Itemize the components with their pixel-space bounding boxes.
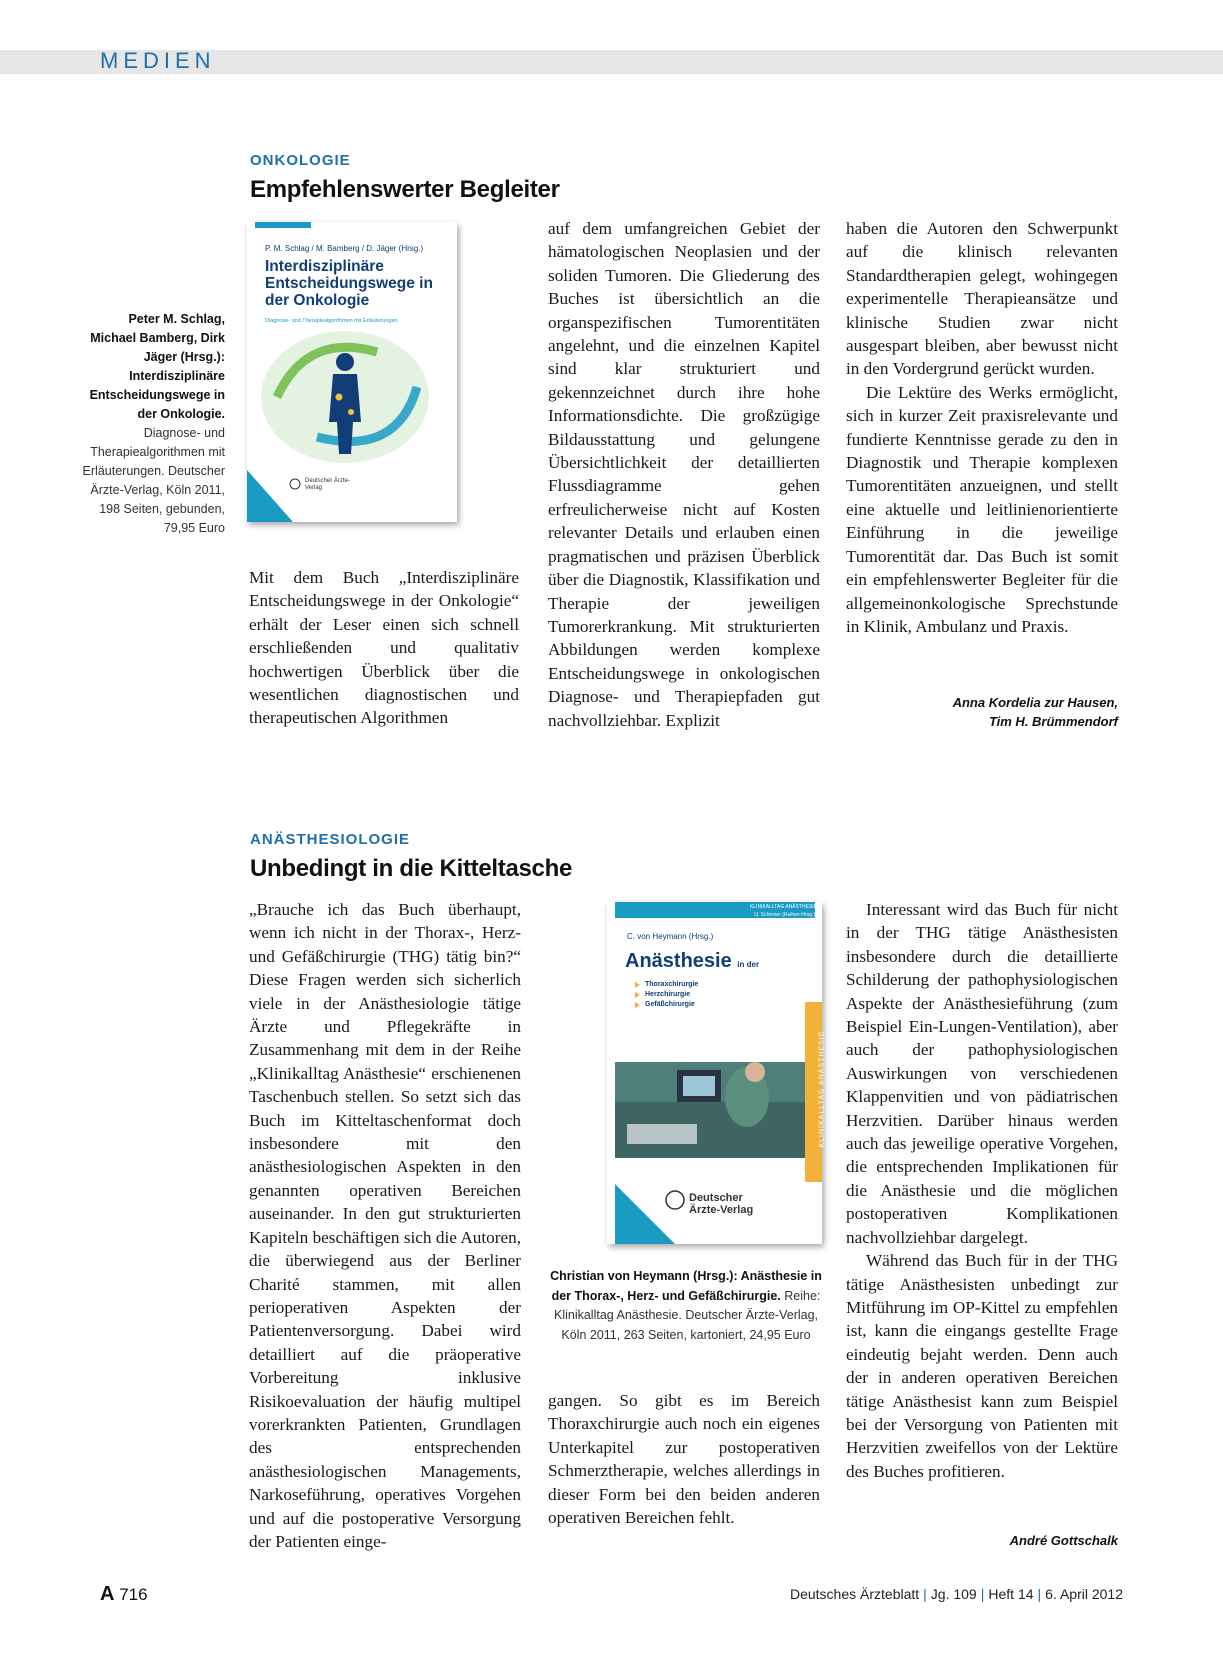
paragraph: Interessant wird das Buch für nicht in der THG tätige Anästhesisten insbesondere durch die detaillierte Schilderung der pathophysiologischen Aspekte der Anästhesieführung (zum Beispiel Ein-Lungen-Ventilation), aber auch der pathophysiologischen Auswirkungen von verschiedenen Klappenvitien und von pädiatrischen Herzvitien. Darüber hinaus werden auch das jeweilige operative Vorgehen, die entsprechenden Implikationen für die Anästhesie und die möglichen postoperativen Komplikationen nachvollziehbar dargelegt. [846, 900, 1118, 1247]
caption-normal: Reihe: Klinikalltag Anästhesie. Deutscher Ärzte-Verlag, Köln 2011, 263 Seiten, kartoniert, 24,95 Euro [553, 1288, 821, 1342]
cover-series: KLINIKALLTAG ANÄSTHESIE [749, 904, 817, 910]
author-line: Anna Kordelia zur Hausen, [952, 695, 1118, 710]
article1-title: Empfehlenswerter Begleiter [250, 176, 560, 203]
cover-title: Interdisziplinäre Entscheidungswege in der Onkologie [265, 258, 433, 309]
page-prefix: A [100, 1583, 115, 1605]
cover-list-item: Herzchirurgie [645, 991, 691, 998]
author-line: Tim H. Brümmendorf [988, 714, 1118, 729]
paragraph: auf dem umfangreichen Gebiet der hämatologischen Neoplasien und der soliden Tumoren. Die Gliederung des Buches ist übersichtlich an die organspezifischen Tumorentitäten angelehnt, und die einzelnen Kapitel sind klar strukturiert und gekennzeichnet durch ihre hohe Informationsdichte. Die großzügige Bildausstattung und gelungene Übersichtlichkeit der detaillierten Flussdiagramme gehen erfreulicherweise nicht auf Kosten relevanter Details und erlauben einen pragmatischen und präzisen Überblick über die Diagnostik, Klassifikation und Therapie der jeweiligen Tumorerkrankung. Mit strukturierten Abbildungen werden komplexe Entscheidungswege in onkologischen Diagnose- und Therapiepfaden gut nachvollziehbar. Explizit [548, 219, 820, 730]
article2-book-caption [550, 1267, 822, 1345]
cover-title-suffix: in der [737, 960, 760, 969]
page-number [100, 1583, 148, 1606]
paragraph: gangen. So gibt es im Bereich Thoraxchirurgie auch noch ein eigenes Unterkapitel zur postoperativen Schmerztherapie, welches allerdings in dieser Form bei den beiden anderen operativen Bereichen fehlt. [548, 1391, 820, 1528]
article1-kicker: ONKOLOGIE [250, 152, 351, 169]
article1-author [846, 693, 1118, 731]
article2-book-cover [607, 902, 826, 1244]
cover-editor: C. von Heymann (Hrsg.) [627, 932, 714, 941]
cover-list-item: Gefäßchirurgie [645, 1001, 695, 1008]
journal-volume: Jg. 109 [930, 1586, 977, 1602]
cover-authors: P. M. Schlag / M. Bamberg / D. Jäger (Hrsg.) [265, 244, 424, 253]
paragraph: haben die Autoren den Schwerpunkt auf die klinisch relevanten Standardtherapien gelegt, wohingegen experimentelle Therapieansätze und klinische Studien zwar nicht ausgespart bleiben, aber bewusst nicht in den Vordergrund gerückt wurden. [846, 219, 1118, 379]
paragraph: Während das Buch für in der THG tätige Anästhesisten unbedingt zur Mitführung im OP-Kittel zu empfehlen ist, kann die eingangs gestellte Frage eindeutig bejaht werden. Denn auch der in anderen operativen Bereichen tätige Anästhesist kann zum Beispiel bei der Versorgung von Patienten mit Herzvitien zweifellos von der Lektüre des Buches profitieren. [846, 1251, 1118, 1481]
caption-normal: Diagnose- und Therapiealgorithmen mit Erläuterungen. Deutscher Ärzte-Verlag, Köln 2011, 198 Seiten, gebunden, 79,95 Euro [82, 426, 225, 535]
article1-col1 [249, 566, 519, 730]
cover-title [625, 950, 805, 973]
article2-title: Unbedingt in die Kitteltasche [250, 855, 572, 882]
journal-issue: Heft 14 [988, 1586, 1034, 1602]
cover-spine-text: KLINIKALLTAG ANÄSTHESIE [818, 1030, 826, 1148]
journal-date: 6. April 2012 [1045, 1586, 1123, 1602]
article2-col3 [846, 898, 1118, 1483]
footer-journal-info: Deutsches Ärzteblatt | Jg. 109 | Heft 14 | 6. April 2012 [789, 1586, 1123, 1602]
page-number-value: 716 [119, 1585, 148, 1604]
cover-list-item: Thoraxchirurgie [645, 981, 699, 988]
article1-book-cover [247, 222, 457, 522]
article2-kicker: ANÄSTHESIOLOGIE [250, 831, 411, 848]
publisher-line: Deutscher [689, 1192, 743, 1204]
article1-col2 [548, 217, 820, 732]
article2-author: André Gottschalk [1009, 1533, 1118, 1548]
paragraph: „Brauche ich das Buch überhaupt, wenn ich nicht in der Thorax-, Herz- und Gefäßchirurgie (THG) tätig bin?“ Diese Fragen werden sich sicherlich viele in der Anästhesiologie tätige Ärzte und Pflegekräfte in Zusammenhang mit dem in der Reihe „Klinikalltag Anästhesie“ erschienenen Taschenbuch stellen. So setzt sich das Buch im Kitteltaschenformat doch insbesondere mit den anästhesiologischen Aspekten in den genannten operativen Bereichen auseinander. In den gut strukturierten Kapiteln beschäftigen sich die Autoren, die überwiegend aus der Berliner Charité stammen, mit allen perioperativen Aspekten der Patientenversorgung. Dabei wird detailliert auf die präoperative Vorbereitung inklusive Risikoevaluation der häufig multipel vorerkrankten Patienten, Grundlagen des entsprechenden anästhesiologischen Managements, Narkoseführung, operatives Vorgehen und auf die postoperative Versorgung der Patienten einge- [249, 900, 521, 1551]
cover-series-editor: U. Schirmer (Reihen-Hrsg.) [754, 912, 815, 918]
section-label: MEDIEN [100, 48, 216, 73]
journal-name: Deutsches Ärzteblatt [789, 1586, 920, 1602]
article2-col2 [548, 1389, 820, 1529]
cover-publisher: Deutscher Ärzte-Verlag [305, 478, 351, 491]
paragraph: Die Lektüre des Werks ermöglicht, sich in kurzer Zeit praxisrelevante und fundierte Kenntnisse gerade zu den in Diagnostik und Therapie komplexen Tumorentitäten anzueignen, und stellt eine aktuelle und leitlinienorientierte Einführung in die jeweilige Tumorentität dar. Das Buch ist somit ein empfehlenswerter Begleiter für die allgemeinonkologische Sprechstunde in Klinik, Ambulanz und Praxis. [846, 382, 1118, 636]
cover-subtitle: Diagnose- und Therapiealgorithmen mit Erläuterungen [265, 318, 398, 324]
paragraph: Mit dem Buch „Interdisziplinäre Entscheidungswege in der Onkologie“ erhält der Leser einen sich schnell erschließenden und qualitativ hochwertigen Überblick über die wesentlichen diagnostischen und therapeutischen Algorithmen [249, 568, 519, 728]
publisher-line: Ärzte-Verlag [689, 1204, 754, 1216]
cover-publisher [689, 1192, 799, 1216]
caption-bold: Peter M. Schlag, Michael Bamberg, Dirk Jäger (Hrsg.): Interdisziplinäre Entscheidungswege in der Onkologie. [89, 312, 225, 421]
article2-col1 [249, 898, 521, 1553]
article1-col3 [846, 217, 1118, 638]
cover-title-main: Anästhesie [625, 950, 732, 972]
caption-bold: Christian von Heymann (Hrsg.): Anästhesie in der Thorax-, Herz- und Gefäßchirurgie. [550, 1269, 822, 1303]
article1-book-caption [80, 310, 225, 538]
